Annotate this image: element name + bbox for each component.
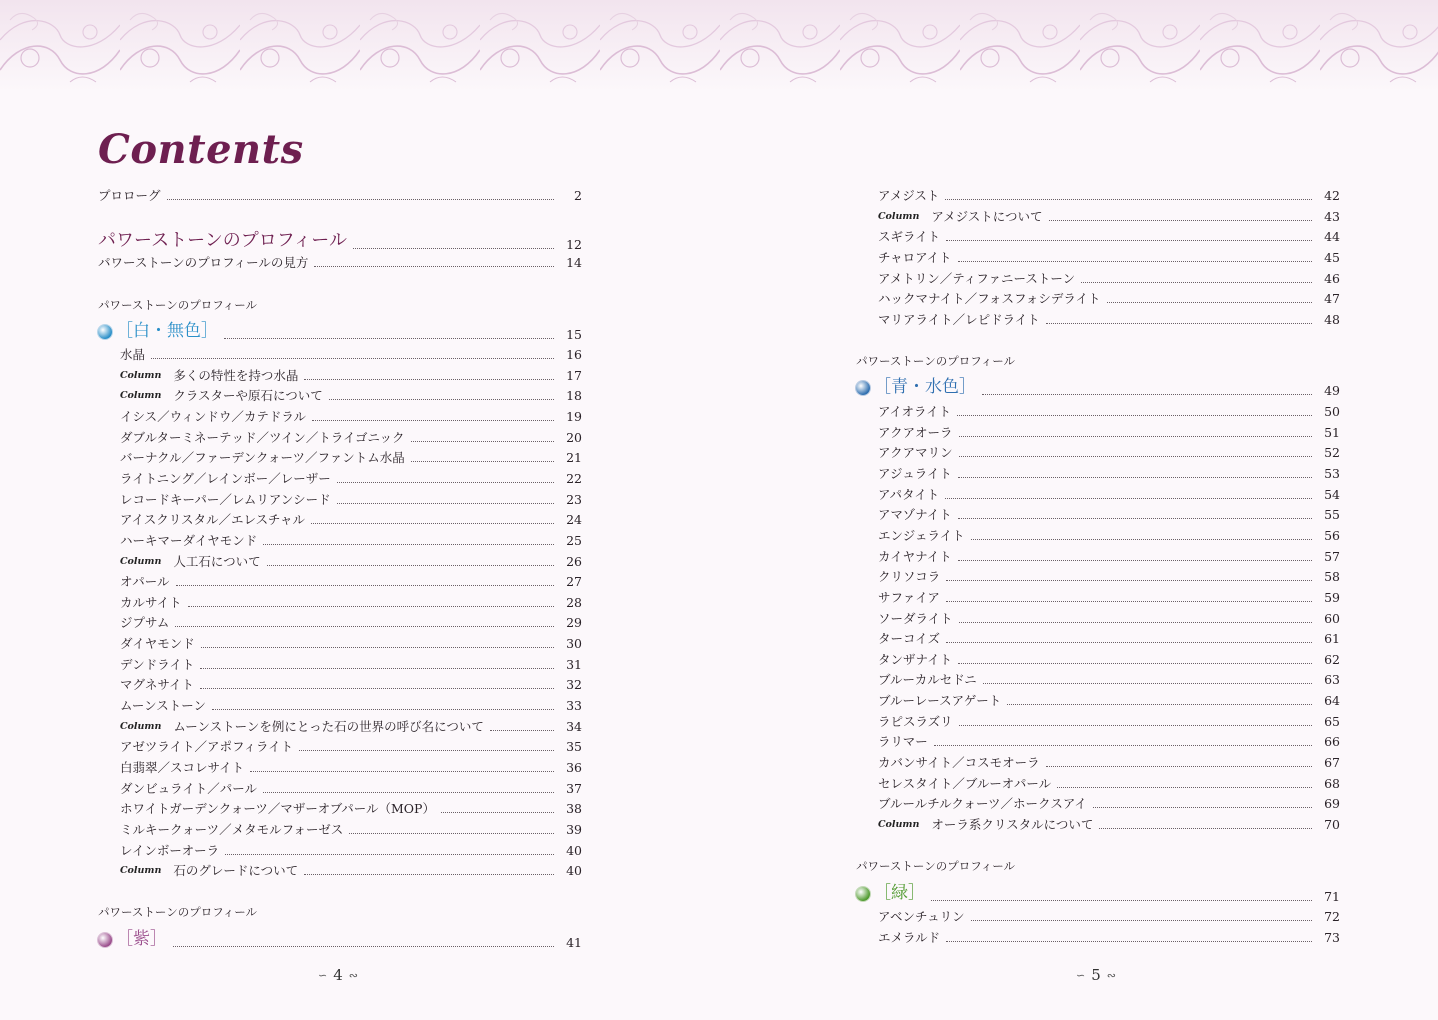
- toc-row-profile[interactable]: [98, 230, 582, 252]
- page-number: 51: [1324, 424, 1340, 440]
- page-number: 67: [1324, 755, 1340, 771]
- entry-label: ホワイトガーデンクォーツ／マザーオブパール（MOP）: [120, 801, 435, 817]
- entry-label: マリアライト／レピドライト: [878, 311, 1040, 327]
- column-tag: Column: [878, 210, 920, 222]
- page-number: 14: [566, 255, 582, 270]
- toc-row[interactable]: [878, 487, 1340, 502]
- toc-row[interactable]: [878, 209, 1340, 224]
- page-number: 34: [566, 718, 582, 734]
- toc-row[interactable]: [878, 549, 1340, 564]
- entry-label: カイヤナイト: [878, 548, 952, 564]
- dot-leader: [304, 874, 554, 875]
- page-number: 46: [1324, 270, 1340, 286]
- section-heading: [98, 298, 582, 313]
- page-number: 30: [566, 636, 582, 652]
- entry-label: クリソコラ: [878, 569, 941, 585]
- dot-leader: [934, 745, 1312, 746]
- dot-leader: [946, 941, 1312, 942]
- entry-label: 水晶: [120, 347, 146, 362]
- page-number: 69: [1324, 796, 1340, 812]
- entry-label: レコードキーパー／レムリアンシード: [120, 491, 331, 507]
- dot-leader: [224, 338, 554, 339]
- entry-label: 石のグレードについて: [173, 863, 299, 879]
- gem-icon: [856, 381, 870, 395]
- page-number-left: [318, 966, 358, 984]
- entry-label: 白翡翠／スコレサイト: [120, 760, 245, 775]
- entry-label: ターコイズ: [878, 631, 941, 647]
- entry-label: ［白・無色］: [116, 321, 218, 341]
- page-number: 23: [566, 491, 582, 507]
- page-number: 64: [1324, 693, 1340, 709]
- toc-row[interactable]: [878, 250, 1340, 265]
- toc-row[interactable]: [878, 229, 1340, 244]
- page-number: 66: [1324, 734, 1340, 750]
- toc-row[interactable]: [878, 734, 1340, 749]
- entry-label: アメジスト: [878, 188, 940, 203]
- dot-leader: [250, 771, 554, 772]
- page-number: 44: [1324, 229, 1340, 245]
- entry-label: タンザナイト: [878, 651, 953, 667]
- category-white[interactable]: [98, 320, 582, 342]
- entry-label: ダンビュライト／パール: [120, 780, 258, 796]
- entry-label: 多くの特性を持つ水晶: [173, 367, 299, 383]
- dot-leader: [441, 812, 554, 813]
- entry-label: アジュライト: [878, 465, 952, 481]
- toc-row[interactable]: [878, 507, 1340, 522]
- dot-leader: [958, 261, 1312, 262]
- toc-row[interactable]: [120, 347, 582, 362]
- entry-label: バーナクル／ファーデンクォーツ／ファントム水晶: [120, 450, 405, 466]
- toc-row[interactable]: [120, 615, 582, 630]
- page-number: 24: [566, 512, 582, 528]
- toc-row[interactable]: [878, 714, 1340, 729]
- entry-label: ムーンストーンを例にとった石の世界の呼び名について: [173, 718, 484, 734]
- page-number: 40: [566, 842, 582, 858]
- contents-title: Contents: [98, 126, 304, 173]
- page-number: 36: [566, 760, 582, 775]
- page-number: 17: [566, 367, 582, 383]
- category-purple[interactable]: [98, 928, 582, 950]
- dot-leader: [958, 663, 1312, 664]
- entry-label: カバンサイト／コスモオーラ: [878, 755, 1040, 771]
- entry-label: パワーストーンのプロフィール: [98, 298, 258, 312]
- toc-row[interactable]: [878, 776, 1340, 791]
- toc-row[interactable]: [120, 636, 582, 651]
- entry-label: パワーストーンのプロフィール: [98, 905, 258, 919]
- entry-label: アメジストについて: [931, 208, 1043, 224]
- entry-label: イシス／ウィンドウ／カテドラル: [120, 408, 307, 424]
- page-number: 49: [1324, 383, 1340, 398]
- toc-row[interactable]: [878, 291, 1340, 306]
- toc-row[interactable]: [120, 657, 582, 672]
- section-heading: [98, 905, 582, 920]
- toc-row[interactable]: [878, 672, 1340, 687]
- entry-label: アイスクリスタル／エレスチャル: [120, 512, 306, 528]
- dot-leader: [353, 248, 554, 249]
- dot-leader: [1093, 807, 1312, 808]
- toc-row[interactable]: [120, 471, 582, 486]
- entry-label: パワーストーンのプロフィール: [856, 354, 1016, 368]
- page-number: 43: [1324, 208, 1340, 224]
- column-tag: Column: [120, 369, 162, 381]
- toc-row[interactable]: [120, 760, 582, 775]
- entry-label: エンジェライト: [878, 527, 965, 543]
- page-number: 68: [1324, 775, 1340, 791]
- section-heading: [856, 354, 1340, 369]
- toc-row[interactable]: [120, 512, 582, 527]
- toc-row[interactable]: [878, 445, 1340, 460]
- toc-row[interactable]: [878, 755, 1340, 770]
- page-number: 28: [566, 594, 582, 610]
- entry-label: アクアオーラ: [878, 424, 953, 440]
- page-number: 15: [566, 327, 582, 342]
- page-number: 40: [566, 863, 582, 879]
- dot-leader: [945, 199, 1312, 200]
- dot-leader: [1007, 704, 1312, 705]
- entry-label: ミルキークォーツ／メタモルフォーゼス: [120, 821, 344, 837]
- toc-row[interactable]: [878, 909, 1340, 924]
- dot-leader: [983, 683, 1312, 684]
- dot-leader: [971, 539, 1312, 540]
- entry-label: ソーダライト: [878, 610, 953, 626]
- toc-row[interactable]: [878, 188, 1340, 203]
- page-number: 50: [1324, 404, 1340, 419]
- toc-row[interactable]: [878, 796, 1340, 811]
- entry-label: ブルーカルセドニ: [878, 672, 977, 688]
- dot-leader: [175, 626, 554, 627]
- dot-leader: [176, 585, 554, 586]
- entry-label: ライトニング／レインボー／レーザー: [120, 470, 331, 486]
- page-number: 62: [1324, 651, 1340, 667]
- dot-leader: [1099, 828, 1312, 829]
- gem-icon: [98, 933, 112, 947]
- page-number-right: [1076, 966, 1116, 984]
- category-green[interactable]: [856, 882, 1340, 904]
- entry-label: ラリマー: [878, 734, 928, 750]
- page-number: 73: [1324, 929, 1340, 945]
- gem-icon: [98, 325, 112, 339]
- entry-label: アパタイト: [878, 486, 940, 502]
- dot-leader: [945, 498, 1312, 499]
- column-tag: Column: [878, 819, 920, 830]
- page-number: 16: [566, 347, 582, 362]
- dot-leader: [957, 415, 1312, 416]
- entry-label: パワーストーンのプロフィール: [98, 230, 347, 251]
- toc-row[interactable]: [878, 425, 1340, 440]
- toc-row[interactable]: [120, 677, 582, 692]
- entry-label: デンドライト: [120, 656, 195, 672]
- page-number: 12: [566, 237, 582, 252]
- entry-label: アマゾナイト: [878, 507, 952, 523]
- folio-number: 4: [333, 966, 343, 984]
- entry-label: スギライト: [878, 229, 941, 245]
- dot-leader: [959, 725, 1312, 726]
- entry-label: レインボーオーラ: [120, 842, 220, 858]
- page-number: 20: [566, 429, 582, 445]
- column-tag: Column: [120, 865, 162, 877]
- entry-label: アゼツライト／アポフィライト: [120, 739, 294, 755]
- toc-row-prologue[interactable]: [98, 188, 582, 203]
- entry-label: ムーンストーン: [120, 698, 207, 714]
- page-number: 54: [1324, 486, 1340, 502]
- page-number: 71: [1324, 889, 1340, 904]
- folio-number: 5: [1091, 966, 1101, 984]
- dot-leader: [1081, 282, 1312, 283]
- page-number: 29: [566, 615, 582, 631]
- page-number: 70: [1324, 817, 1340, 832]
- column-tag: Column: [120, 555, 162, 567]
- dot-leader: [411, 461, 554, 462]
- ornament-icon: ∾: [1106, 968, 1116, 982]
- toc-row[interactable]: [120, 574, 582, 589]
- page-number: 61: [1324, 631, 1340, 647]
- toc-row[interactable]: [120, 698, 582, 713]
- page-number: 2: [574, 188, 582, 203]
- page-number: 52: [1324, 445, 1340, 461]
- dot-leader: [329, 399, 554, 400]
- entry-label: ハックマナイト／フォスフォシデライト: [878, 291, 1101, 307]
- toc-row[interactable]: [878, 528, 1340, 543]
- toc-row[interactable]: [120, 450, 582, 465]
- toc-row[interactable]: [120, 388, 582, 403]
- entry-label: ダブルターミネーテッド／ツイン／トライゴニック: [120, 429, 405, 445]
- dot-leader: [959, 436, 1312, 437]
- dot-leader: [1057, 787, 1312, 788]
- dot-leader: [212, 709, 554, 710]
- page-number: 21: [566, 450, 582, 466]
- entry-label: サファイア: [878, 589, 940, 605]
- column-tag: Column: [120, 720, 162, 732]
- entry-label: ブルールチルクォーツ／ホークスアイ: [878, 796, 1087, 812]
- toc-row[interactable]: [878, 693, 1340, 708]
- dot-leader: [946, 580, 1312, 581]
- toc-row[interactable]: [120, 843, 582, 858]
- entry-label: ダイヤモンド: [120, 636, 195, 652]
- page-number: 22: [566, 470, 582, 486]
- toc-row[interactable]: [878, 569, 1340, 584]
- entry-label: オーラ系クリスタルについて: [931, 817, 1094, 832]
- toc-row[interactable]: [878, 466, 1340, 481]
- dot-leader: [349, 833, 554, 834]
- page-number: 42: [1324, 188, 1340, 203]
- page-number: 48: [1324, 311, 1340, 327]
- page-number: 25: [566, 532, 582, 548]
- page-number: 26: [566, 553, 582, 569]
- dot-leader: [1107, 302, 1312, 303]
- entry-label: クラスターや原石について: [173, 388, 323, 404]
- toc-row[interactable]: [878, 652, 1340, 667]
- dot-leader: [1046, 766, 1312, 767]
- toc-row[interactable]: [120, 409, 582, 424]
- page-number: 58: [1324, 569, 1340, 585]
- entry-label: エメラルド: [878, 929, 941, 945]
- toc-row[interactable]: [120, 822, 582, 837]
- page-number: 18: [566, 388, 582, 404]
- dot-leader: [1046, 323, 1312, 324]
- ornament-icon: ∽: [318, 968, 328, 982]
- entry-label: パワーストーンのプロフィール: [856, 859, 1016, 873]
- entry-label: アイオライト: [878, 404, 952, 419]
- entry-label: ハーキマーダイヤモンド: [120, 532, 258, 548]
- entry-label: プロローグ: [98, 188, 161, 203]
- entry-label: ［青・水色］: [874, 377, 976, 397]
- ornament-icon: ∽: [1076, 968, 1086, 982]
- toc-row[interactable]: [878, 631, 1340, 646]
- page-number: 38: [566, 801, 582, 817]
- dot-leader: [958, 518, 1312, 519]
- dot-leader: [958, 477, 1312, 478]
- right-page-toc: [856, 0, 1340, 1020]
- page-number: 60: [1324, 610, 1340, 626]
- page-number: 56: [1324, 527, 1340, 543]
- entry-label: ［緑］: [874, 883, 925, 903]
- toc-row[interactable]: [878, 590, 1340, 605]
- dot-leader: [958, 560, 1312, 561]
- entry-label: ［紫］: [116, 929, 167, 949]
- entry-label: アベンチュリン: [878, 909, 965, 924]
- dot-leader: [314, 266, 554, 267]
- dot-leader: [946, 601, 1312, 602]
- toc-row[interactable]: [878, 817, 1340, 832]
- toc-row[interactable]: [878, 930, 1340, 945]
- dot-leader: [959, 456, 1312, 457]
- page-number: 55: [1324, 507, 1340, 523]
- dot-leader: [304, 379, 554, 380]
- category-blue[interactable]: [856, 376, 1340, 398]
- dot-leader: [312, 420, 554, 421]
- gem-icon: [856, 887, 870, 901]
- dot-leader: [151, 358, 554, 359]
- dot-leader: [200, 668, 554, 669]
- page-number: 65: [1324, 713, 1340, 729]
- toc-row[interactable]: [120, 739, 582, 754]
- dot-leader: [311, 523, 554, 524]
- page-number: 27: [566, 574, 582, 590]
- toc-row[interactable]: [120, 492, 582, 507]
- entry-label: チャロアイト: [878, 249, 952, 265]
- toc-row[interactable]: [120, 595, 582, 610]
- page-number: 59: [1324, 589, 1340, 605]
- toc-row[interactable]: [120, 554, 582, 569]
- dot-leader: [299, 750, 554, 751]
- entry-label: アクアマリン: [878, 445, 953, 461]
- entry-label: ジプサム: [120, 615, 170, 631]
- page-number: 35: [566, 739, 582, 755]
- page-number: 31: [566, 656, 582, 672]
- column-tag: Column: [120, 390, 162, 402]
- toc-row[interactable]: [120, 719, 582, 734]
- entry-label: マグネサイト: [120, 677, 195, 693]
- dot-leader: [167, 199, 554, 200]
- toc-row[interactable]: [878, 611, 1340, 626]
- page-number: 53: [1324, 465, 1340, 481]
- dot-leader: [337, 482, 554, 483]
- entry-label: 人工石について: [173, 553, 261, 569]
- entry-label: アメトリン／ティファニーストーン: [878, 270, 1076, 286]
- entry-label: パワーストーンのプロフィールの見方: [98, 255, 309, 270]
- dot-leader: [411, 441, 554, 442]
- ornament-icon: ∾: [348, 968, 358, 982]
- toc-row[interactable]: [878, 404, 1340, 419]
- entry-label: ブルーレースアゲート: [878, 693, 1002, 709]
- page-number: 57: [1324, 548, 1340, 564]
- dot-leader: [490, 730, 554, 731]
- entry-label: オパール: [120, 574, 170, 590]
- toc-row[interactable]: [120, 801, 582, 816]
- dot-leader: [946, 240, 1312, 241]
- page-number: 41: [566, 935, 582, 950]
- toc-row[interactable]: [120, 430, 582, 445]
- dot-leader: [931, 900, 1312, 901]
- page-number: 37: [566, 780, 582, 796]
- page-number: 19: [566, 408, 582, 424]
- dot-leader: [267, 565, 554, 566]
- dot-leader: [188, 606, 554, 607]
- page-number: 45: [1324, 249, 1340, 265]
- toc-row[interactable]: [120, 533, 582, 548]
- toc-row[interactable]: [878, 312, 1340, 327]
- toc-row-howto[interactable]: [98, 255, 582, 270]
- dot-leader: [959, 622, 1312, 623]
- dot-leader: [337, 503, 554, 504]
- page-number: 39: [566, 821, 582, 837]
- entry-label: カルサイト: [120, 594, 182, 610]
- toc-row[interactable]: [120, 368, 582, 383]
- entry-label: セレスタイト／ブルーオパール: [878, 775, 1052, 791]
- left-page-toc: [98, 0, 582, 1020]
- dot-leader: [173, 946, 554, 947]
- dot-leader: [201, 647, 554, 648]
- page-number: 32: [566, 677, 582, 693]
- dot-leader: [200, 688, 554, 689]
- page-number: 72: [1324, 909, 1340, 924]
- dot-leader: [971, 920, 1312, 921]
- dot-leader: [1049, 220, 1312, 221]
- toc-row[interactable]: [120, 781, 582, 796]
- section-heading: [856, 859, 1340, 874]
- page-number: 47: [1324, 291, 1340, 307]
- dot-leader: [263, 792, 554, 793]
- toc-row[interactable]: [878, 271, 1340, 286]
- toc-row[interactable]: [120, 863, 582, 878]
- dot-leader: [263, 544, 554, 545]
- entry-label: ラピスラズリ: [878, 713, 953, 729]
- page-number: 63: [1324, 672, 1340, 688]
- dot-leader: [982, 394, 1312, 395]
- dot-leader: [946, 642, 1312, 643]
- dot-leader: [225, 854, 554, 855]
- page-number: 33: [566, 698, 582, 714]
